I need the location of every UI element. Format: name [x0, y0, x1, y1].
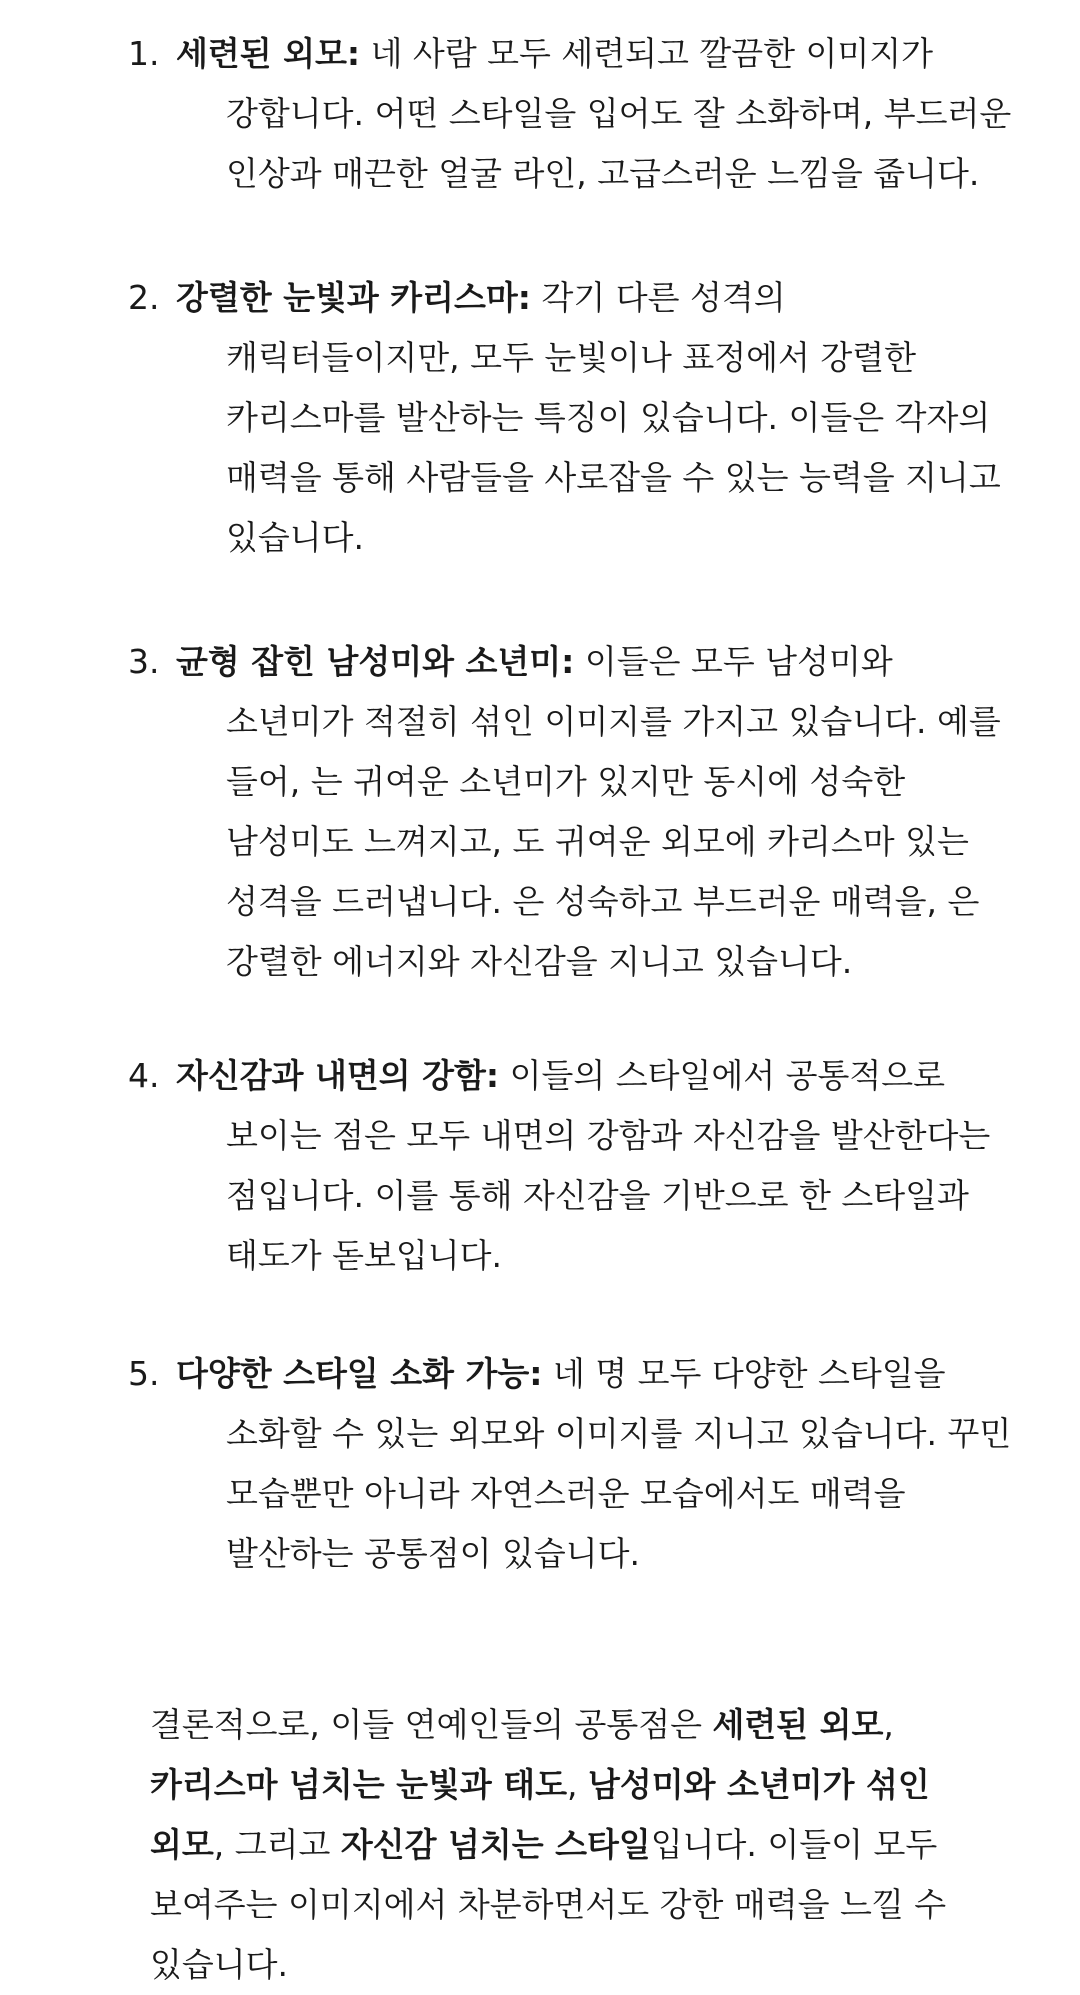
list-item — [128, 24, 1016, 204]
item-body — [176, 1344, 1016, 1584]
item-number: 3. — [128, 642, 160, 681]
item-term: 균형 잡힌 남성미와 소년미: — [176, 642, 575, 681]
item-text: 네 사람 모두 세련되고 깔끔한 이미지가 강합니다. 어떤 스타일을 입어도 잘 소화하며, 부드러운 인상과 매끈한 얼굴 라인, 고급스러운 느낌을 줍니다. — [226, 34, 1012, 193]
item-text: 각기 다른 성격의 캐릭터들이지만, 모두 눈빛이나 표정에서 강렬한 카리스마를 발산하는 특징이 있습니다. 이들은 각자의 매력을 통해 사람들을 사로잡을 수 있는 능력을 지니고 있습니다. — [226, 278, 1001, 557]
numbered-list — [128, 24, 1016, 1648]
item-text: 네 명 모두 다양한 스타일을 소화할 수 있는 외모와 이미지를 지니고 있습니다. 꾸민 모습뿐만 아니라 자연스러운 모습에서도 매력을 발산하는 공통점이 있습니다. — [226, 1354, 1012, 1573]
item-term: 자신감과 내면의 강함: — [176, 1056, 500, 1095]
item-body — [176, 24, 1016, 204]
conclusion-highlight: 자신감 넘치는 스타일 — [340, 1825, 651, 1864]
conclusion-intro: 결론적으로, 이들 연예인들의 공통점은 — [150, 1705, 713, 1744]
item-number: 2. — [128, 278, 160, 317]
conclusion-separator: , 그리고 — [213, 1825, 341, 1864]
item-term: 세련된 외모: — [176, 34, 361, 73]
list-item — [128, 632, 1016, 992]
item-number: 1. — [128, 34, 160, 73]
item-body — [176, 1046, 1016, 1286]
item-text: 이들은 모두 남성미와 소년미가 적절히 섞인 이미지를 가지고 있습니다. 예를 들어, 는 귀여운 소년미가 있지만 동시에 성숙한 남성미도 느껴지고, 도 귀여운 외모에 카리스마 있는 성격을 드러냅니다. 은 성숙하고 부드러운 매력을, 은 강렬한 에너지와 자신감을 지니고 있습니다. — [226, 642, 1001, 981]
item-number: 5. — [128, 1354, 160, 1393]
item-term: 강렬한 눈빛과 카리스마: — [176, 278, 531, 317]
conclusion-outro: 입니다. 이들이 모두 보여주는 이미지에서 차분하면서도 강한 매력을 느낄 수 있습니다. — [150, 1825, 947, 1984]
item-text: 이들의 스타일에서 공통적으로 보이는 점은 모두 내면의 강함과 자신감을 발산한다는 점입니다. 이를 통해 자신감을 기반으로 한 스타일과 태도가 돋보입니다. — [226, 1056, 991, 1275]
conclusion-paragraph — [150, 1695, 1010, 1995]
list-item — [128, 268, 1016, 568]
item-term: 다양한 스타일 소화 가능: — [176, 1354, 543, 1393]
conclusion-highlight: 남성미와 소년미가 섞인 외모 — [150, 1765, 930, 1864]
item-number: 4. — [128, 1056, 160, 1095]
conclusion-separator: , — [567, 1765, 588, 1804]
item-body — [176, 268, 1016, 568]
list-item — [128, 1344, 1016, 1584]
conclusion-separator: , — [883, 1705, 894, 1744]
item-body — [176, 632, 1016, 992]
list-item — [128, 1046, 1016, 1286]
conclusion-highlight: 카리스마 넘치는 눈빛과 태도 — [150, 1765, 568, 1804]
conclusion-highlight: 세련된 외모 — [712, 1705, 884, 1744]
